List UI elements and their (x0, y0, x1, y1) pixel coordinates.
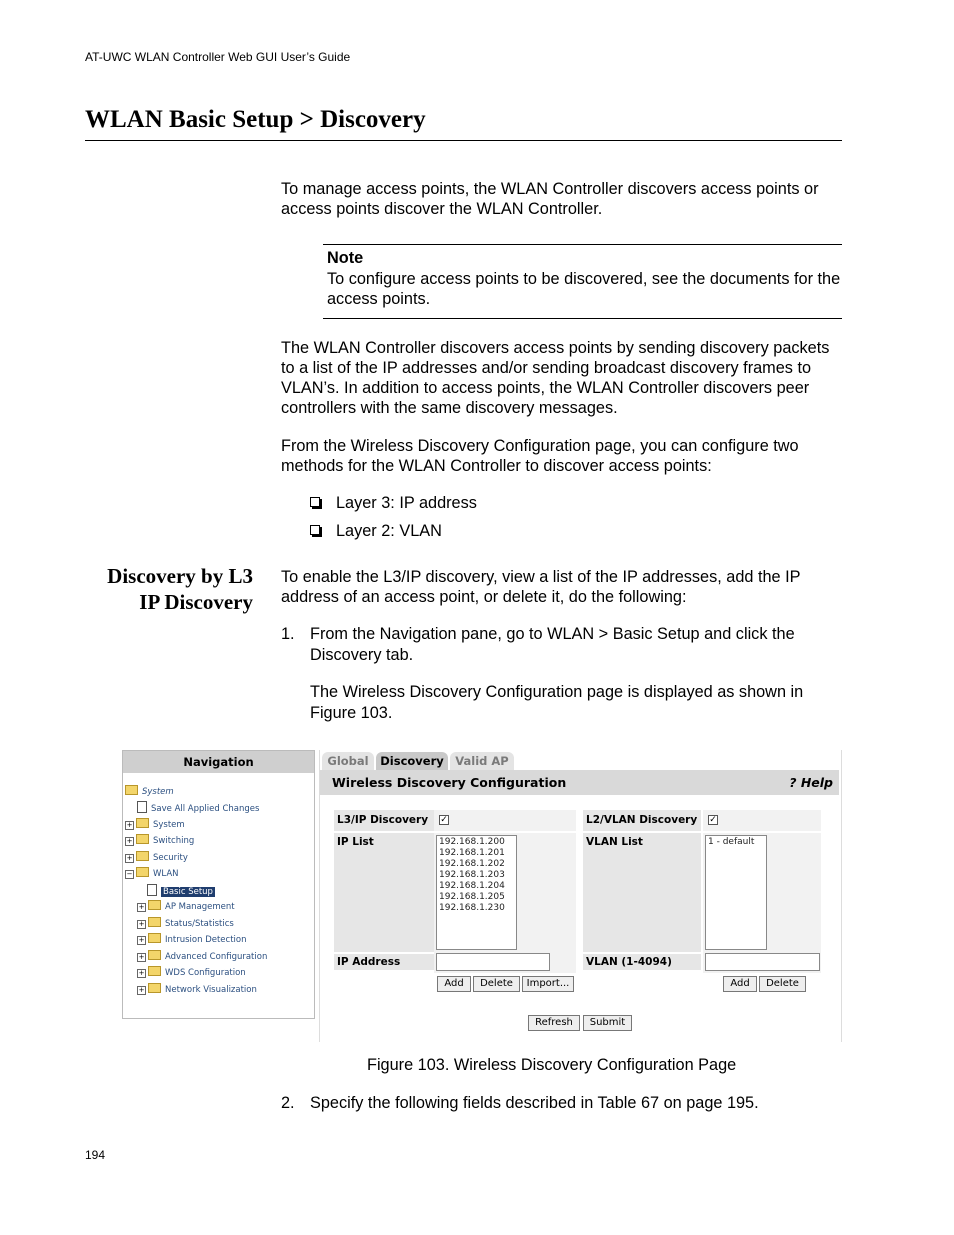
note-box (323, 244, 842, 319)
l2-discovery-cell (703, 810, 821, 831)
page-title: Wireless Discovery Configuration (332, 775, 567, 790)
expand-icon[interactable]: + (138, 920, 145, 928)
ip-delete-button[interactable]: Delete (473, 976, 520, 992)
expand-icon[interactable]: + (138, 953, 145, 961)
vlan-label: VLAN (1-4094) (583, 954, 701, 970)
bullet-item: Layer 3: IP address (310, 494, 477, 513)
expand-icon[interactable]: + (126, 837, 133, 845)
checkbox-bullet-icon (310, 497, 320, 507)
section-title: WLAN Basic Setup > Discovery (85, 106, 426, 133)
checkbox-bullet-icon (310, 525, 320, 535)
expand-icon[interactable]: + (138, 986, 145, 994)
page-title-bar (320, 770, 839, 795)
list-item[interactable]: 192.168.1.200 (439, 837, 505, 847)
expand-icon[interactable]: + (138, 936, 145, 944)
body-paragraph-2: From the Wireless Discovery Configuration page, you can configure two methods for the WLAN Controller to discover access points: (281, 437, 799, 475)
vlan-input[interactable] (705, 953, 820, 971)
refresh-button[interactable]: Refresh (528, 1015, 580, 1031)
nav-item-save-all[interactable]: Save All Applied Changes (137, 801, 259, 815)
step-number: 2. (281, 1094, 295, 1112)
figure-caption: Figure 103. Wireless Discovery Configuration Page (367, 1056, 737, 1074)
page-number: 194 (85, 1148, 106, 1162)
folder-icon (148, 966, 161, 976)
vlan-add-button[interactable]: Add (723, 976, 757, 992)
step-text: Specify the following fields described in Table 67 on page 195. (310, 1094, 759, 1112)
folder-icon (148, 983, 161, 993)
help-link[interactable]: ? Help (789, 775, 833, 790)
nav-item-wds-configuration[interactable]: + WDS Configuration (138, 968, 246, 978)
l3-discovery-label: L3/IP Discovery (334, 810, 434, 831)
nav-item-intrusion-detection[interactable]: + Intrusion Detection (138, 935, 247, 945)
expand-icon[interactable]: + (126, 821, 133, 829)
folder-open-icon (136, 867, 149, 877)
l3-discovery-cell (434, 810, 576, 831)
folder-open-icon (125, 785, 138, 795)
figure-screenshot (122, 750, 840, 1042)
step-result: The Wireless Discovery Configuration page is displayed as shown in Figure 103. (310, 683, 804, 722)
nav-item-switching[interactable]: + Switching (126, 836, 195, 846)
list-item[interactable]: 192.168.1.230 (439, 903, 505, 913)
subsection-title: Discovery by L3 IP Discovery (107, 564, 253, 614)
vlan-list-label: VLAN List (583, 833, 701, 952)
list-item[interactable]: 192.168.1.204 (439, 881, 505, 891)
nav-item-network-visualization[interactable]: + Network Visualization (138, 985, 257, 995)
list-item[interactable]: 192.168.1.203 (439, 870, 505, 880)
list-item[interactable]: 192.168.1.202 (439, 859, 505, 869)
navigation-title: Navigation (123, 751, 314, 773)
vlan-list-box[interactable] (705, 835, 767, 950)
running-header: AT-UWC WLAN Controller Web GUI User’s Guide (85, 50, 351, 64)
intro-paragraph: To manage access points, the WLAN Controller discovers access points or access points discover the WLAN Controller. (281, 180, 819, 218)
list-item[interactable]: 192.168.1.201 (439, 848, 505, 858)
expand-icon[interactable]: + (138, 969, 145, 977)
nav-item-wlan[interactable]: − WLAN (126, 869, 179, 879)
title-rule (85, 140, 842, 141)
l2-discovery-label: L2/VLAN Discovery (583, 810, 701, 831)
folder-icon (148, 950, 161, 960)
folder-icon (148, 900, 161, 910)
ip-import-button[interactable]: Import... (522, 976, 574, 992)
folder-icon (136, 834, 149, 844)
ip-address-label: IP Address (334, 954, 434, 970)
list-item[interactable]: 1 - default (708, 837, 755, 847)
expand-icon[interactable]: + (126, 854, 133, 862)
tab-valid-ap[interactable]: Valid AP (450, 752, 514, 770)
document-icon (137, 801, 147, 813)
content-pane (319, 750, 842, 1042)
list-item[interactable]: 192.168.1.205 (439, 892, 505, 902)
submit-button[interactable]: Submit (583, 1015, 632, 1031)
vlan-delete-button[interactable]: Delete (759, 976, 806, 992)
folder-icon (148, 917, 161, 927)
step-number: 1. (281, 625, 295, 643)
nav-item-basic-setup[interactable]: Basic Setup (147, 884, 215, 898)
expand-icon[interactable]: + (138, 903, 145, 911)
l2-discovery-checkbox[interactable]: ✓ (709, 815, 717, 825)
ip-list-label: IP List (334, 833, 434, 952)
note-heading: Note (327, 249, 364, 267)
document-icon (147, 884, 157, 896)
nav-item-system[interactable]: + System (126, 820, 185, 830)
folder-icon (148, 933, 161, 943)
folder-icon (136, 851, 149, 861)
navigation-pane (122, 750, 315, 1019)
tab-global[interactable]: Global (322, 752, 374, 770)
bullet-item: Layer 2: VLAN (310, 522, 442, 541)
nav-item-security[interactable]: + Security (126, 853, 188, 863)
folder-icon (136, 818, 149, 828)
nav-item-status-statistics[interactable]: + Status/Statistics (138, 919, 234, 929)
ip-list-box[interactable] (436, 835, 517, 950)
collapse-icon[interactable]: − (126, 870, 133, 878)
subsection-intro: To enable the L3/IP discovery, view a list of the IP addresses, add the IP address of an access point, or delete it, do the following: (281, 568, 801, 606)
nav-item-ap-management[interactable]: + AP Management (138, 902, 235, 912)
note-text: To configure access points to be discovered, see the documents for the access points. (327, 270, 841, 308)
nav-item-advanced-configuration[interactable]: + Advanced Configuration (138, 952, 268, 962)
step-text: From the Navigation pane, go to WLAN > Basic Setup and click the Discovery tab. (310, 625, 795, 664)
body-paragraph-1: The WLAN Controller discovers access points by sending discovery packets to a list of the IP addresses and/or sending broadcast discovery frames to VLAN’s. In addition to access points, the WLAN Controller discovers peer controllers with the same discovery messages. (281, 339, 830, 417)
ip-add-button[interactable]: Add (437, 976, 471, 992)
ip-address-input[interactable] (436, 953, 550, 971)
l3-discovery-checkbox[interactable]: ✓ (440, 815, 448, 825)
nav-item-system-root[interactable]: System (125, 785, 174, 799)
tab-discovery[interactable]: Discovery (376, 752, 448, 770)
